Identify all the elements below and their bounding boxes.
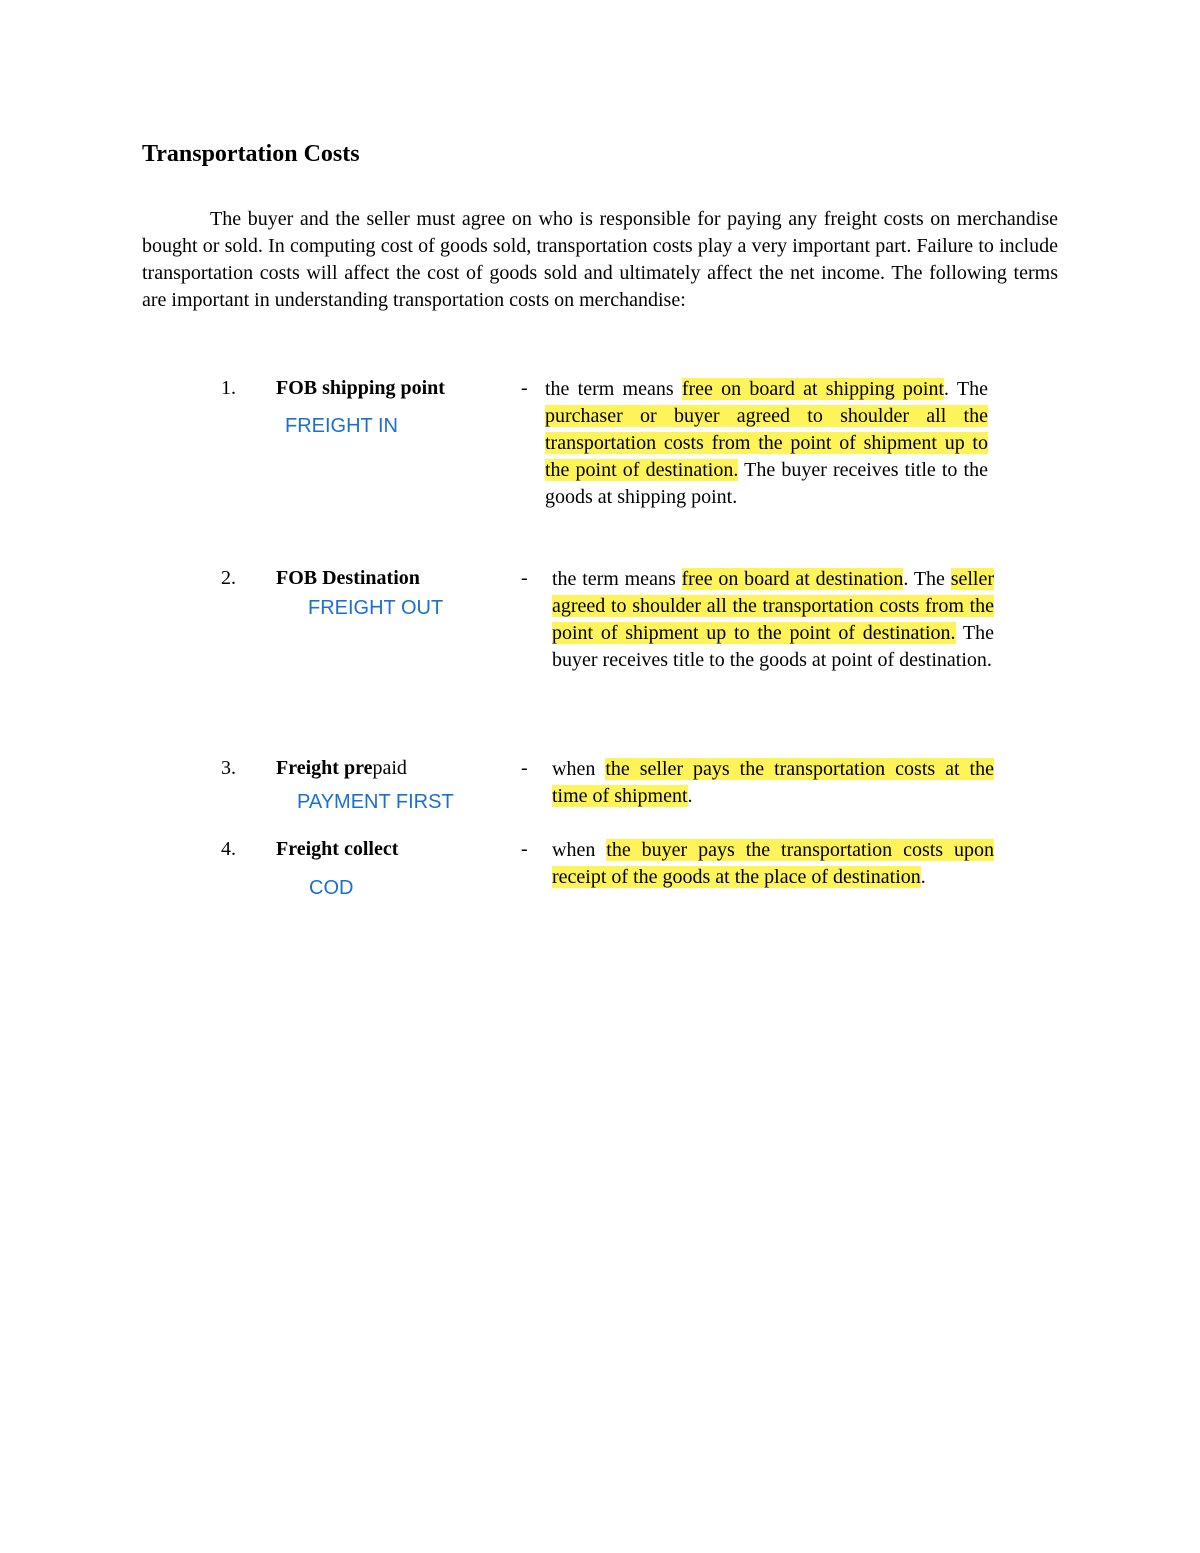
highlighted-text: free on board at destination (681, 568, 904, 590)
handwritten-note: FREIGHT OUT (308, 597, 444, 619)
term-label (276, 567, 420, 590)
highlighted-text: the buyer pays the transportation costs upon receipt of the goods at the place of destination (552, 839, 994, 888)
intro-paragraph: The buyer and the seller must agree on who is responsible for paying any freight costs on merchandise bought or sold. In computing cost of goods sold, transportation costs play a very important part. Failure to include transportation costs will affect the cost of goods sold and ultimately affect the net income. The following terms are important in understanding transportation costs on merchandise: (142, 208, 1058, 311)
definition-text: the term means (545, 378, 682, 400)
definition-text: The buyer receives title to the goods at point of destination. (552, 622, 994, 671)
item-number: 4. (221, 838, 236, 860)
item-number: 3. (221, 757, 236, 779)
term-bold: FOB shipping point (276, 377, 445, 399)
term-bold: FOB Destination (276, 567, 420, 589)
definition-text: The buyer receives title to the goods at shipping point. (545, 459, 988, 508)
handwritten-note: PAYMENT FIRST (297, 791, 454, 813)
dash: - (521, 838, 528, 860)
term-definition (552, 566, 994, 674)
dash: - (521, 757, 528, 779)
definition-text: when (552, 758, 606, 780)
highlighted-text: the seller pays the transportation costs at the time of shipment (552, 758, 994, 807)
definition-text: . The (944, 378, 989, 400)
term-label (276, 838, 398, 861)
definition-text: . (920, 866, 926, 888)
term-label (276, 757, 407, 780)
definition-text: when (552, 839, 607, 861)
dash: - (521, 567, 528, 589)
dash: - (521, 377, 528, 399)
page-title: Transportation Costs (142, 141, 360, 167)
term-definition (545, 376, 988, 511)
item-number: 2. (221, 567, 236, 589)
term-definition (552, 756, 994, 810)
term-bold: Freight pre (276, 757, 373, 779)
definition-text: . (687, 785, 693, 807)
highlighted-text: purchaser or buyer agreed to shoulder all the transportation costs from the point of shipment up to the point of destination. (545, 405, 988, 481)
term-bold: Freight collect (276, 838, 399, 860)
handwritten-note: COD (309, 877, 354, 899)
highlighted-text: seller agreed to shoulder all the transportation costs from the point of shipment up to the point of destination. (552, 568, 994, 644)
item-number: 1. (221, 377, 236, 399)
term-rest: paid (372, 757, 407, 779)
term-definition (552, 837, 994, 891)
handwritten-note: FREIGHT IN (285, 415, 398, 437)
definition-text: . The (903, 568, 951, 590)
highlighted-text: free on board at shipping point (681, 378, 945, 400)
definition-text: the term means (552, 568, 682, 590)
term-label (276, 377, 445, 400)
